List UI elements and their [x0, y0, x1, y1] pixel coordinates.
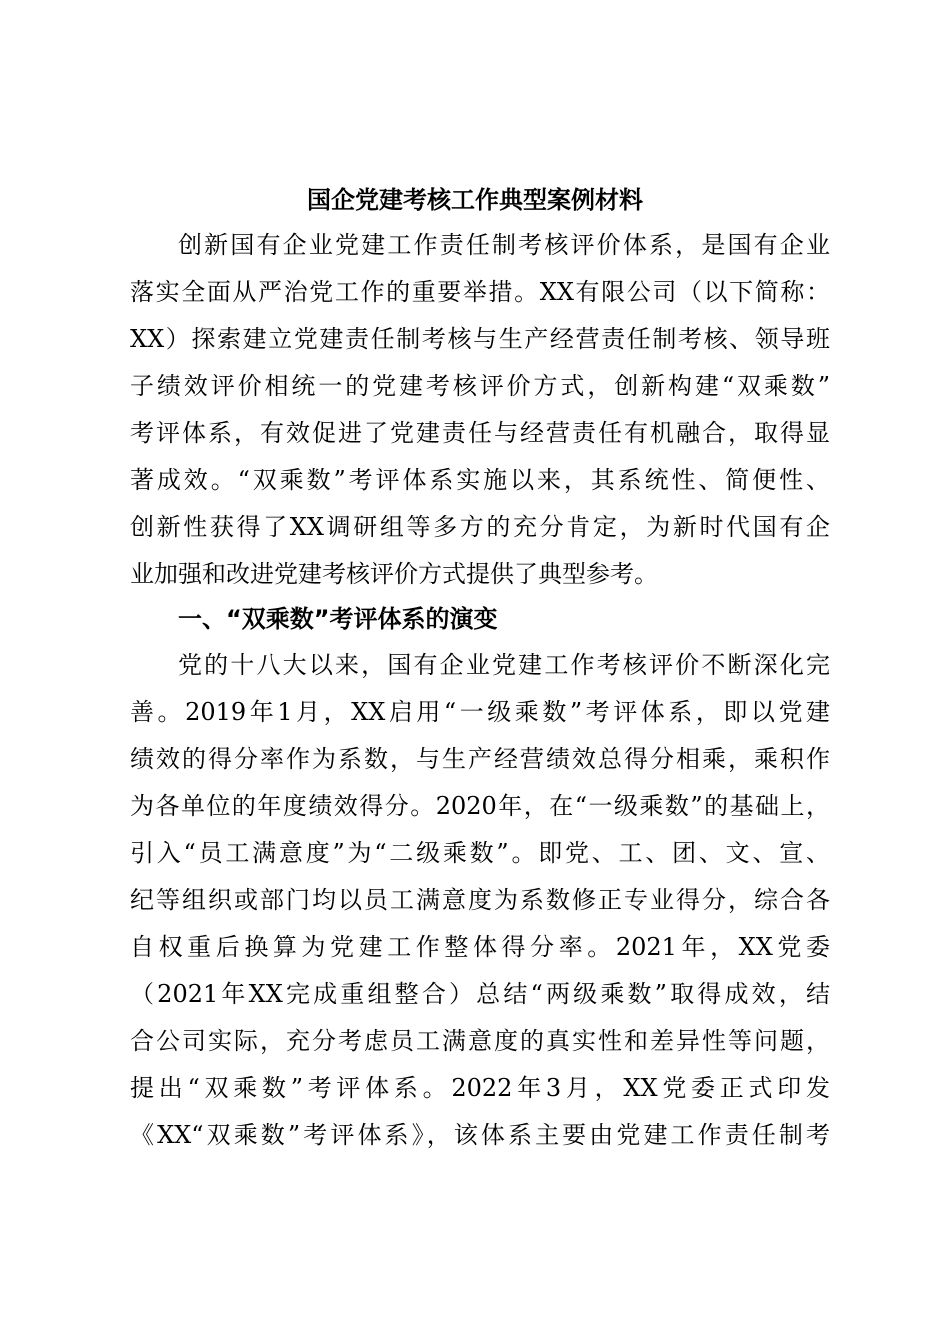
paragraph-line: 著成效。“双乘数”考评体系实施以来，其系统性、简便性、	[130, 466, 830, 494]
paragraph-line: 善。2019年1月，XX启用“一级乘数”考评体系，即以党建	[130, 698, 830, 726]
paragraph-line: 党的十八大以来，国有企业党建工作考核评价不断深化完	[178, 651, 830, 679]
paragraph-line: 绩效的得分率作为系数，与生产经营绩效总得分相乘，乘积作	[130, 745, 830, 773]
paragraph-line: 为各单位的年度绩效得分。2020年，在“一级乘数”的基础上，	[130, 792, 830, 820]
paragraph-line: 子绩效评价相统一的党建考核评价方式，创新构建“双乘数”	[130, 372, 830, 400]
document-title: 国企党建考核工作典型案例材料	[307, 185, 643, 214]
paragraph-line: 纪等组织或部门均以员工满意度为系数修正专业得分，综合各	[130, 886, 830, 914]
paragraph-line: 考评体系，有效促进了党建责任与经营责任有机融合，取得显	[130, 419, 830, 447]
paragraph-line: （2021年XX完成重组整合）总结“两级乘数”取得成效，结	[130, 980, 830, 1008]
paragraph-line: 业加强和改进党建考核评价方式提供了典型参考。	[130, 560, 658, 588]
paragraph-line: 自权重后换算为党建工作整体得分率。2021年，XX党委	[130, 933, 830, 961]
paragraph-line: 《XX“双乘数”考评体系》，该体系主要由党建工作责任制考	[130, 1121, 830, 1149]
section-heading: 一、“双乘数”考评体系的演变	[178, 605, 498, 633]
paragraph-line: 合公司实际，充分考虑员工满意度的真实性和差异性等问题，	[130, 1027, 830, 1055]
paragraph-line: 落实全面从严治党工作的重要举措。XX有限公司（以下简称：	[130, 278, 830, 306]
paragraph-line: 提出“双乘数”考评体系。2022年3月，XX党委正式印发	[130, 1074, 830, 1102]
paragraph-line: XX）探索建立党建责任制考核与生产经营责任制考核、领导班	[130, 325, 830, 353]
paragraph-line: 引入“员工满意度”为“二级乘数”。即党、工、团、文、宣、	[130, 839, 830, 867]
paragraph-line: 创新国有企业党建工作责任制考核评价体系，是国有企业	[178, 231, 830, 259]
paragraph-line: 创新性获得了XX调研组等多方的充分肯定，为新时代国有企	[130, 513, 830, 541]
